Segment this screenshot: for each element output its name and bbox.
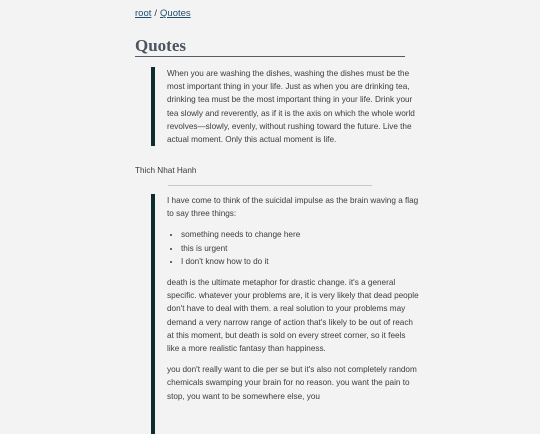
list-item: • something needs to change here	[181, 228, 419, 241]
quote-block	[151, 194, 419, 434]
quote-list	[167, 228, 419, 268]
quote-paragraph: death is the ultimate metaphor for drastic change. it's a general specific. whatever your problems are, it is very likely that dead people don't have to deal with them. a real solution to your problems may demand a very narrow range of action that's likely to be out of reach at this moment, but death is sold on every street corner, so it feels like a more realistic fantasy than happiness.	[167, 278, 419, 354]
breadcrumb-separator: /	[154, 8, 158, 19]
quote-paragraph: you don't really want to die per se but it's also not completely random chemicals swamping your brain for no reason. you want the pain to stop, you want to be somewhere else, you	[167, 365, 417, 401]
breadcrumb	[135, 8, 191, 19]
quote-block	[151, 67, 419, 146]
breadcrumb-quotes-link[interactable]: Quotes	[160, 8, 191, 19]
title-divider	[135, 56, 405, 57]
quote-author: Thich Nhat Hanh	[135, 166, 197, 175]
list-item: • this is urgent	[181, 242, 419, 255]
list-item: • I don't know how to do it	[181, 255, 419, 268]
quote-text: When you are washing the dishes, washing the dishes must be the most important thing in your life. Just as when you are drinking tea, drinking tea must be the most important thing in your life. Drink your tea slowly and reverently, as if it is the axis on which the whole world revolves—slowly, evenly, without rushing toward the future. Live the actual moment. Only this actual moment is life.	[167, 69, 415, 145]
page-title: Quotes	[135, 36, 186, 55]
quote-separator	[168, 185, 372, 186]
quote-intro: I have come to think of the suicidal impulse as the brain waving a flag to say three things:	[167, 196, 419, 219]
breadcrumb-root-link[interactable]: root	[135, 8, 152, 19]
